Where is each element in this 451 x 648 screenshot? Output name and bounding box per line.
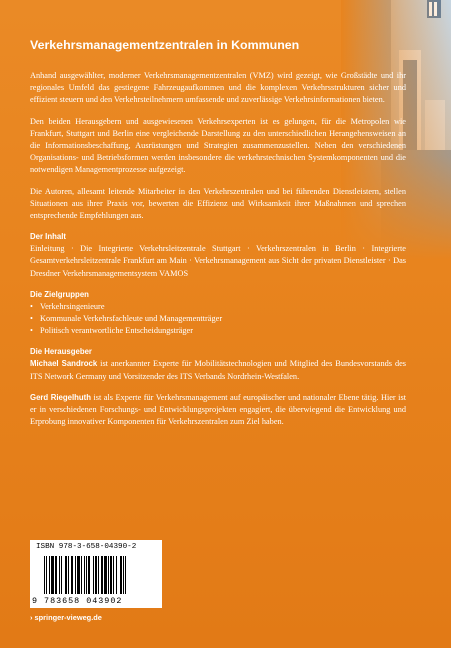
editor-2-bio	[30, 392, 406, 429]
barcode-bar	[75, 556, 76, 594]
barcode-bar	[101, 556, 103, 594]
isbn-text: ISBN 978-3-658-04390-2	[36, 543, 137, 551]
barcode-label	[30, 540, 162, 608]
barcode-bar	[65, 556, 67, 594]
barcode-number: 9 783658 043902	[32, 596, 123, 606]
barcode-bar	[104, 556, 107, 594]
editor-1-text: ist anerkannter Experte für Mobilitätstechnologien und Mitglied des Bundesvorstands des ITS Network Germany und Vorsitzender des ITS Verbands Nordrhein-Westfalen.	[30, 359, 407, 381]
barcode-bar	[81, 556, 82, 594]
barcode-bar	[71, 556, 73, 594]
barcode-bar	[51, 556, 54, 594]
barcode-bar	[108, 556, 109, 594]
barcode-bar	[77, 556, 80, 594]
barcode-bar	[61, 556, 62, 594]
barcode-bar	[59, 556, 60, 594]
barcode-bar	[44, 556, 45, 594]
barcode-bar	[55, 556, 57, 594]
barcode-bar	[120, 556, 122, 594]
barcode-bar	[116, 556, 117, 594]
barcode-bar	[86, 556, 87, 594]
barcode-bar	[46, 556, 47, 594]
intro-paragraph-2: Den beiden Herausgebern und ausgewiesenen Verkehrsexperten ist es gelungen, für die Metropolen wie Frankfurt, Stuttgart und Berlin eine vergleichende Darstellung zu den unterschiedlichen Herangehensweisen an die Informationsbeschaffung, Ausrüstungen und Strategien zusammenzustellen. Neben den verschiedenen Organisations- und Betriebsformen werden insbesondere die verkehrstechnischen Systemkomponenten und die notwendigen Managementprozesse aufgezeigt.	[30, 116, 406, 175]
barcode-bar	[95, 556, 97, 594]
editors-heading: Die Herausgeber	[30, 347, 92, 357]
barcode-bar	[49, 556, 50, 594]
barcode-bar	[123, 556, 124, 594]
barcode-bar	[93, 556, 94, 594]
barcode-bars	[44, 556, 156, 594]
editor-2-text: ist als Experte für Verkehrsmanagement auf europäischer und nationaler Ebene tätig. Hier ist er in verschiedenen Forschungs- und Entwicklungsprojekten engagiert, die überwiegend die Entwicklung und Erprobung innovativer Komponenten für Verkehrszentralen zum Ziel haben.	[30, 392, 406, 427]
barcode-bar	[110, 556, 112, 594]
description	[30, 70, 406, 437]
list-item: • Kommunale Verkehrsfachleute und Managementträger	[30, 313, 406, 325]
contents-text: Einleitung · Die Integrierte Verkehrsleitzentrale Stuttgart · Verkehrszentralen in Berlin · Integrierte Gesamtverkehrsleitzentrale Frankfurt am Main · Verkehrsmanagement aus Sicht der privaten Dienstleister · Das Dresdner Verkehrsmanagementsystem VAMOS	[30, 244, 406, 278]
barcode-bar	[125, 556, 126, 594]
barcode-bar	[88, 556, 90, 594]
intro-paragraph-1: Anhand ausgewählter, moderner Verkehrsmanagementzentralen (VMZ) wird gezeigt, wie Großstädte und ihr regionales Umfeld das gestiegene Fahrzeugaufkommen und die komplexen Verkehrsstrukturen sicher und effizient steuern und den Verkehrsteilnehmern umfassende und zuverlässige Verkehrsinformationen bieten.	[30, 71, 406, 105]
list-item: • Politisch verantwortliche Entscheidungsträger	[30, 325, 406, 337]
barcode-bar	[98, 556, 99, 594]
contents-heading: Der Inhalt	[30, 232, 66, 242]
editor-2-name: Gerd Riegelhuth	[30, 392, 92, 402]
book-title: Verkehrsmanagementzentralen in Kommunen	[30, 38, 300, 52]
editor-1-bio	[30, 358, 406, 382]
barcode-bar	[84, 556, 85, 594]
target-groups-heading: Die Zielgruppen	[30, 289, 89, 299]
list-item: • Verkehrsingenieure	[30, 301, 406, 313]
target-groups-list	[30, 301, 406, 338]
intro-paragraph-3: Die Autoren, allesamt leitende Mitarbeiter in den Verkehrszentralen und bei führenden Dienstleistern, stellen Situationen aus ihrer Praxis vor, bewerten die Effizienz und Wirksamkeit ihrer Maßnahmen und sprechen entsprechende Empfehlungen aus.	[30, 186, 406, 221]
publisher-link[interactable]: › springer-vieweg.de	[30, 613, 102, 622]
barcode-bar	[68, 556, 69, 594]
barcode-bar	[113, 556, 114, 594]
editor-1-name: Michael Sandrock	[30, 359, 98, 369]
